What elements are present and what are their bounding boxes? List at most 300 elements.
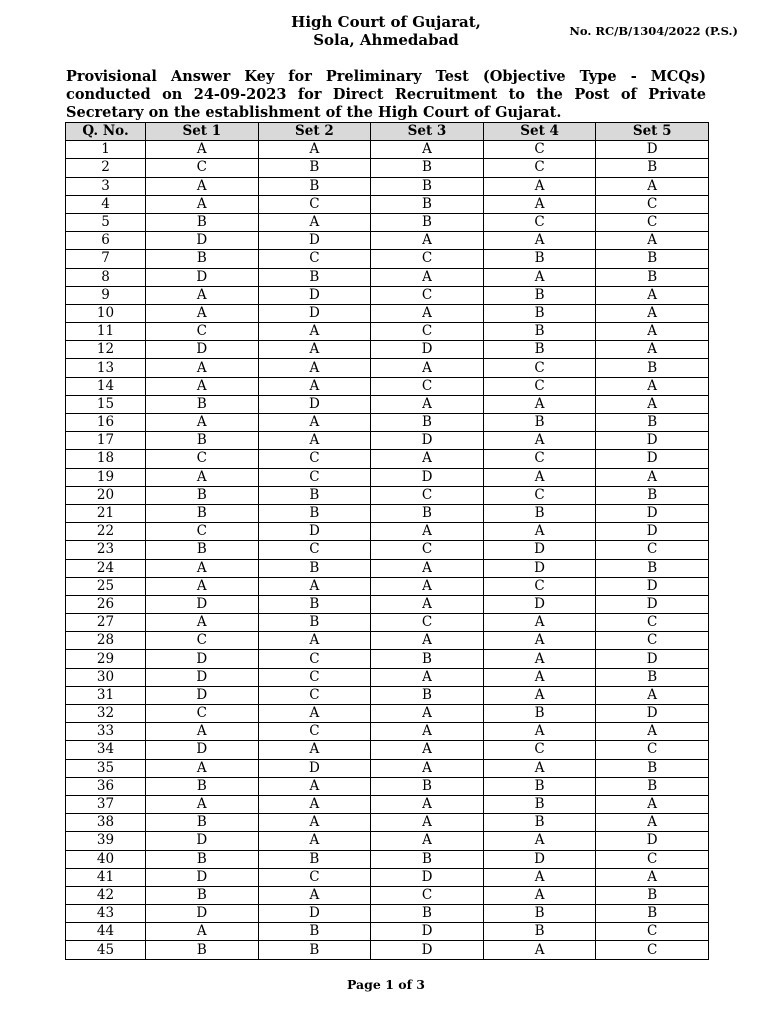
answer-cell: B <box>483 250 596 268</box>
answer-cell: A <box>258 795 371 813</box>
answer-cell: C <box>596 941 709 959</box>
table-row <box>66 341 709 359</box>
answer-cell: C <box>146 323 259 341</box>
answer-cell: D <box>258 304 371 322</box>
question-number-cell: 29 <box>66 650 146 668</box>
answer-cell: B <box>483 414 596 432</box>
table-row <box>66 304 709 322</box>
question-number-cell: 36 <box>66 777 146 795</box>
answer-cell: B <box>258 268 371 286</box>
question-number-cell: 18 <box>66 450 146 468</box>
answer-cell: A <box>596 286 709 304</box>
answer-cell: C <box>258 650 371 668</box>
answer-cell: A <box>371 632 484 650</box>
answer-cell: D <box>146 595 259 613</box>
answer-cell: B <box>596 777 709 795</box>
answer-cell: A <box>483 832 596 850</box>
answer-cell: B <box>483 304 596 322</box>
table-row <box>66 541 709 559</box>
table-row <box>66 850 709 868</box>
answer-cell: A <box>596 814 709 832</box>
answer-cell: A <box>258 832 371 850</box>
answer-cell: D <box>258 905 371 923</box>
answer-cell: A <box>258 432 371 450</box>
question-number-cell: 14 <box>66 377 146 395</box>
table-row <box>66 923 709 941</box>
answer-cell: A <box>483 432 596 450</box>
answer-cell: D <box>258 759 371 777</box>
question-number-cell: 30 <box>66 668 146 686</box>
answer-cell: B <box>258 486 371 504</box>
question-number-cell: 21 <box>66 504 146 522</box>
table-row <box>66 323 709 341</box>
answer-cell: D <box>146 668 259 686</box>
answer-cell: B <box>596 159 709 177</box>
answer-cell: D <box>596 832 709 850</box>
question-number-cell: 41 <box>66 868 146 886</box>
table-row <box>66 377 709 395</box>
answer-cell: D <box>146 232 259 250</box>
answer-cell: B <box>146 814 259 832</box>
answer-cell: C <box>483 141 596 159</box>
answer-cell: B <box>596 268 709 286</box>
answer-cell: B <box>146 395 259 413</box>
answer-cell: B <box>483 795 596 813</box>
answer-cell: D <box>596 141 709 159</box>
answer-cell: A <box>483 395 596 413</box>
answer-cell: C <box>371 486 484 504</box>
answer-cell: B <box>483 341 596 359</box>
answer-cell: D <box>258 523 371 541</box>
answer-cell: C <box>371 323 484 341</box>
answer-cell: C <box>258 450 371 468</box>
answer-cell: D <box>371 341 484 359</box>
question-number-cell: 43 <box>66 905 146 923</box>
answer-cell: A <box>146 286 259 304</box>
answer-cell: B <box>258 923 371 941</box>
question-number-cell: 35 <box>66 759 146 777</box>
table-row <box>66 432 709 450</box>
answer-cell: C <box>146 159 259 177</box>
table-row <box>66 941 709 959</box>
answer-cell: B <box>596 559 709 577</box>
answer-cell: A <box>258 886 371 904</box>
table-row <box>66 414 709 432</box>
answer-cell: D <box>371 868 484 886</box>
answer-cell: A <box>258 777 371 795</box>
answer-cell: A <box>146 177 259 195</box>
table-row <box>66 559 709 577</box>
answer-cell: B <box>146 850 259 868</box>
question-number-cell: 25 <box>66 577 146 595</box>
answer-cell: D <box>371 432 484 450</box>
table-row <box>66 504 709 522</box>
answer-cell: C <box>371 541 484 559</box>
answer-cell: C <box>483 450 596 468</box>
answer-cell: D <box>596 504 709 522</box>
court-name-line2: Sola, Ahmedabad <box>313 31 459 49</box>
answer-cell: B <box>146 250 259 268</box>
answer-cell: A <box>371 304 484 322</box>
answer-cell: C <box>596 632 709 650</box>
answer-cell: C <box>258 468 371 486</box>
question-number-cell: 31 <box>66 686 146 704</box>
answer-cell: C <box>596 850 709 868</box>
table-row <box>66 759 709 777</box>
answer-cell: A <box>596 341 709 359</box>
reference-number: No. RC/B/1304/2022 (P.S.) <box>569 24 738 38</box>
answer-cell: D <box>596 595 709 613</box>
answer-cell: A <box>371 395 484 413</box>
answer-cell: A <box>371 595 484 613</box>
answer-cell: B <box>596 486 709 504</box>
question-number-cell: 19 <box>66 468 146 486</box>
table-row <box>66 177 709 195</box>
page-number: Page 1 of 3 <box>346 977 426 992</box>
answer-cell: A <box>596 395 709 413</box>
table-row <box>66 141 709 159</box>
answer-cell: B <box>371 177 484 195</box>
answer-cell: C <box>596 195 709 213</box>
answer-cell: C <box>258 541 371 559</box>
column-header-set4: Set 4 <box>483 123 596 141</box>
answer-cell: B <box>483 777 596 795</box>
answer-cell: D <box>483 541 596 559</box>
question-number-cell: 27 <box>66 614 146 632</box>
answer-cell: B <box>258 595 371 613</box>
answer-cell: B <box>596 414 709 432</box>
answer-cell: C <box>146 523 259 541</box>
table-row <box>66 668 709 686</box>
answer-cell: A <box>146 559 259 577</box>
answer-cell: A <box>483 650 596 668</box>
answer-cell: B <box>371 850 484 868</box>
question-number-cell: 13 <box>66 359 146 377</box>
answer-cell: B <box>146 486 259 504</box>
answer-cell: A <box>483 868 596 886</box>
answer-cell: A <box>258 213 371 231</box>
answer-cell: B <box>596 759 709 777</box>
answer-cell: B <box>371 213 484 231</box>
question-number-cell: 37 <box>66 795 146 813</box>
answer-cell: A <box>146 614 259 632</box>
answer-cell: D <box>596 577 709 595</box>
answer-cell: A <box>596 868 709 886</box>
question-number-cell: 33 <box>66 723 146 741</box>
answer-cell: D <box>258 232 371 250</box>
column-header-set5: Set 5 <box>596 123 709 141</box>
answer-cell: A <box>258 414 371 432</box>
answer-cell: A <box>146 923 259 941</box>
answer-cell: B <box>146 941 259 959</box>
answer-cell: A <box>371 795 484 813</box>
answer-cell: C <box>596 741 709 759</box>
answer-cell: D <box>371 468 484 486</box>
answer-cell: A <box>371 577 484 595</box>
answer-cell: B <box>258 614 371 632</box>
question-number-cell: 2 <box>66 159 146 177</box>
answer-cell: D <box>146 686 259 704</box>
answer-cell: C <box>258 868 371 886</box>
answer-cell: B <box>596 905 709 923</box>
question-number-cell: 23 <box>66 541 146 559</box>
answer-cell: A <box>596 232 709 250</box>
answer-cell: A <box>146 795 259 813</box>
answer-cell: A <box>258 341 371 359</box>
answer-cell: A <box>483 668 596 686</box>
question-number-cell: 40 <box>66 850 146 868</box>
answer-cell: A <box>483 232 596 250</box>
question-number-cell: 26 <box>66 595 146 613</box>
answer-cell: A <box>371 523 484 541</box>
answer-cell: D <box>483 850 596 868</box>
answer-cell: A <box>371 141 484 159</box>
answer-cell: A <box>596 795 709 813</box>
answer-cell: D <box>258 286 371 304</box>
answer-cell: B <box>596 886 709 904</box>
answer-cell: A <box>146 468 259 486</box>
question-number-cell: 28 <box>66 632 146 650</box>
answer-cell: C <box>371 286 484 304</box>
answer-cell: B <box>596 359 709 377</box>
answer-cell: B <box>371 650 484 668</box>
answer-cell: C <box>596 923 709 941</box>
column-header-qno: Q. No. <box>66 123 146 141</box>
answer-cell: C <box>483 213 596 231</box>
table-row <box>66 795 709 813</box>
answer-cell: C <box>483 377 596 395</box>
answer-cell: A <box>146 759 259 777</box>
answer-key-body <box>66 141 709 959</box>
answer-cell: A <box>146 577 259 595</box>
answer-cell: B <box>596 668 709 686</box>
answer-cell: C <box>146 705 259 723</box>
answer-cell: A <box>483 941 596 959</box>
answer-cell: A <box>483 723 596 741</box>
answer-cell: B <box>371 504 484 522</box>
answer-cell: B <box>371 195 484 213</box>
answer-cell: B <box>483 814 596 832</box>
answer-cell: A <box>483 886 596 904</box>
answer-cell: B <box>483 905 596 923</box>
answer-cell: B <box>258 941 371 959</box>
answer-cell: C <box>483 359 596 377</box>
table-row <box>66 705 709 723</box>
answer-cell: A <box>483 177 596 195</box>
answer-cell: D <box>483 559 596 577</box>
question-number-cell: 32 <box>66 705 146 723</box>
table-row <box>66 159 709 177</box>
answer-cell: A <box>596 686 709 704</box>
answer-cell: A <box>258 323 371 341</box>
answer-cell: A <box>371 359 484 377</box>
table-row <box>66 577 709 595</box>
answer-cell: A <box>258 705 371 723</box>
table-row <box>66 595 709 613</box>
column-header-set2: Set 2 <box>258 123 371 141</box>
answer-cell: A <box>596 323 709 341</box>
answer-cell: A <box>596 304 709 322</box>
answer-cell: D <box>146 868 259 886</box>
question-number-cell: 10 <box>66 304 146 322</box>
answer-cell: C <box>258 668 371 686</box>
question-number-cell: 38 <box>66 814 146 832</box>
answer-cell: B <box>371 905 484 923</box>
answer-cell: B <box>146 777 259 795</box>
answer-cell: A <box>483 614 596 632</box>
answer-cell: B <box>371 414 484 432</box>
answer-cell: D <box>596 450 709 468</box>
question-number-cell: 1 <box>66 141 146 159</box>
table-row <box>66 268 709 286</box>
answer-cell: B <box>371 159 484 177</box>
answer-cell: A <box>146 304 259 322</box>
table-row <box>66 686 709 704</box>
answer-cell: B <box>483 323 596 341</box>
table-row <box>66 868 709 886</box>
question-number-cell: 42 <box>66 886 146 904</box>
table-row <box>66 213 709 231</box>
answer-cell: C <box>483 577 596 595</box>
question-number-cell: 5 <box>66 213 146 231</box>
answer-cell: A <box>146 414 259 432</box>
answer-cell: D <box>146 341 259 359</box>
answer-cell: C <box>146 632 259 650</box>
answer-cell: B <box>146 504 259 522</box>
table-row <box>66 777 709 795</box>
answer-cell: A <box>596 377 709 395</box>
answer-cell: A <box>596 468 709 486</box>
answer-cell: A <box>146 377 259 395</box>
answer-cell: B <box>146 541 259 559</box>
question-number-cell: 20 <box>66 486 146 504</box>
answer-cell: D <box>596 650 709 668</box>
answer-cell: C <box>258 723 371 741</box>
question-number-cell: 12 <box>66 341 146 359</box>
answer-cell: A <box>483 268 596 286</box>
answer-cell: C <box>371 886 484 904</box>
answer-cell: A <box>258 377 371 395</box>
answer-cell: A <box>483 468 596 486</box>
answer-cell: B <box>258 177 371 195</box>
question-number-cell: 16 <box>66 414 146 432</box>
answer-cell: A <box>371 741 484 759</box>
question-number-cell: 24 <box>66 559 146 577</box>
answer-cell: D <box>146 741 259 759</box>
answer-cell: A <box>371 723 484 741</box>
answer-cell: A <box>258 741 371 759</box>
column-header-set1: Set 1 <box>146 123 259 141</box>
question-number-cell: 44 <box>66 923 146 941</box>
answer-cell: B <box>483 923 596 941</box>
answer-cell: A <box>258 632 371 650</box>
question-number-cell: 39 <box>66 832 146 850</box>
answer-cell: C <box>146 450 259 468</box>
answer-cell: B <box>483 286 596 304</box>
question-number-cell: 22 <box>66 523 146 541</box>
answer-cell: C <box>371 614 484 632</box>
answer-cell: B <box>146 432 259 450</box>
answer-cell: D <box>146 832 259 850</box>
answer-cell: B <box>258 504 371 522</box>
table-row <box>66 832 709 850</box>
answer-cell: A <box>483 523 596 541</box>
question-number-cell: 45 <box>66 941 146 959</box>
answer-cell: A <box>483 759 596 777</box>
answer-cell: C <box>596 614 709 632</box>
court-name-line1: High Court of Gujarat, <box>291 13 481 31</box>
table-row <box>66 486 709 504</box>
answer-cell: D <box>258 395 371 413</box>
question-number-cell: 8 <box>66 268 146 286</box>
table-row <box>66 523 709 541</box>
column-header-set3: Set 3 <box>371 123 484 141</box>
question-number-cell: 7 <box>66 250 146 268</box>
answer-cell: B <box>596 250 709 268</box>
answer-cell: C <box>596 213 709 231</box>
answer-cell: C <box>371 377 484 395</box>
answer-cell: A <box>371 759 484 777</box>
answer-cell: A <box>371 832 484 850</box>
answer-cell: B <box>483 504 596 522</box>
question-number-cell: 34 <box>66 741 146 759</box>
table-row <box>66 468 709 486</box>
document-heading: Provisional Answer Key for Preliminary Test (Objective Type - MCQs) conducted on 24-09-2023 for Direct Recruitment to the Post of Private Secretary on the establishment of the High Court of Gujarat. <box>66 68 706 121</box>
court-name <box>286 13 486 49</box>
table-row <box>66 905 709 923</box>
answer-cell: A <box>371 268 484 286</box>
answer-cell: A <box>146 359 259 377</box>
answer-cell: A <box>483 632 596 650</box>
answer-cell: C <box>258 195 371 213</box>
question-number-cell: 6 <box>66 232 146 250</box>
answer-cell: C <box>258 250 371 268</box>
answer-cell: A <box>371 450 484 468</box>
answer-cell: B <box>146 886 259 904</box>
answer-cell: D <box>596 523 709 541</box>
answer-cell: C <box>596 541 709 559</box>
answer-cell: A <box>146 141 259 159</box>
question-number-cell: 3 <box>66 177 146 195</box>
answer-cell: A <box>371 232 484 250</box>
answer-cell: A <box>371 668 484 686</box>
answer-cell: D <box>146 268 259 286</box>
table-row <box>66 232 709 250</box>
table-row <box>66 450 709 468</box>
answer-cell: C <box>483 159 596 177</box>
answer-cell: C <box>258 686 371 704</box>
answer-cell: B <box>258 559 371 577</box>
question-number-cell: 9 <box>66 286 146 304</box>
answer-cell: A <box>146 723 259 741</box>
answer-cell: A <box>371 705 484 723</box>
table-row <box>66 723 709 741</box>
answer-cell: C <box>483 486 596 504</box>
answer-cell: D <box>596 432 709 450</box>
answer-cell: A <box>483 686 596 704</box>
table-row <box>66 195 709 213</box>
table-row <box>66 359 709 377</box>
answer-cell: D <box>371 923 484 941</box>
answer-cell: B <box>371 686 484 704</box>
answer-cell: D <box>146 905 259 923</box>
answer-cell: A <box>596 177 709 195</box>
answer-cell: A <box>258 577 371 595</box>
answer-cell: B <box>146 213 259 231</box>
answer-cell: B <box>258 159 371 177</box>
answer-cell: B <box>483 705 596 723</box>
answer-cell: C <box>483 741 596 759</box>
